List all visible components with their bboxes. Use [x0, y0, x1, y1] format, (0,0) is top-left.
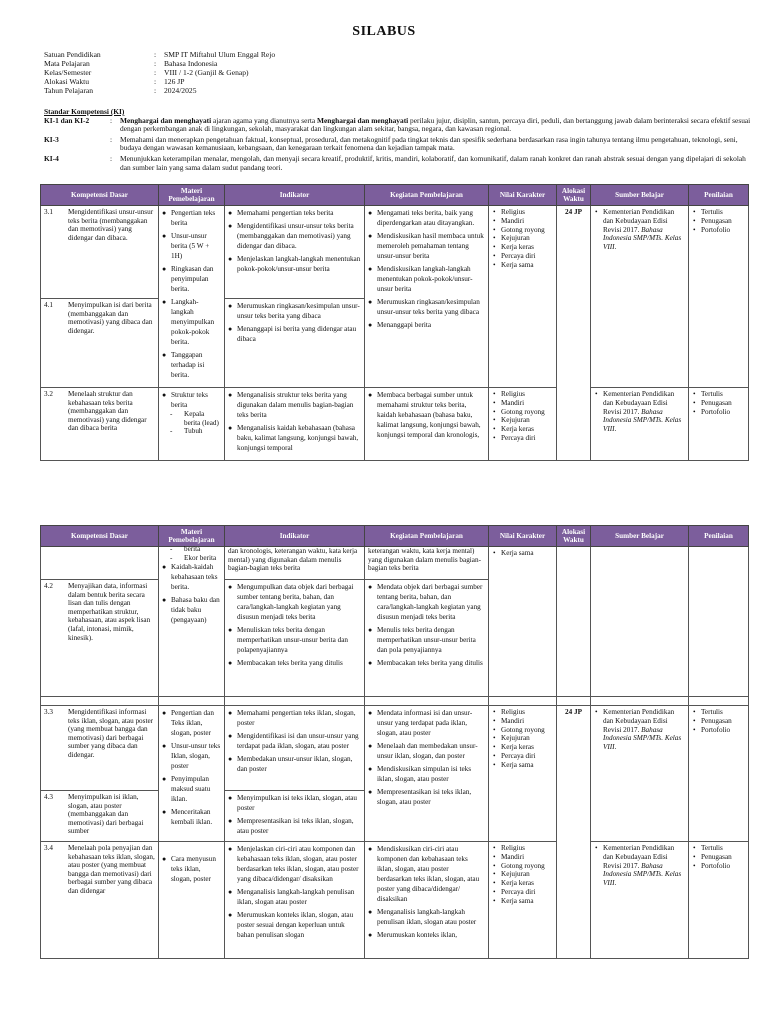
table-header [41, 185, 749, 206]
list-item: ● Merumuskan ringkasan/kesimpulan unsur-unsur teks berita yang dibaca [368, 297, 485, 317]
kd-cell: 4.2 Menyajikan data, informasi dalam bentuk berita secara lisan dan tulis dengan memperhatikan struktur, kebahasaan, atau aspek lisan (lafal, intonasi, mimik, kinesik). [41, 580, 159, 697]
sumber-cell: • Kementerian Pendidikan dan Kebudayaan Edisi Revisi 2017. Bahasa Indonesia SMP/MTs. Kelas VIII. [591, 206, 689, 388]
meta-row: Kelas/Semester : VIII / 1-2 (Ganjil & Genap) [44, 68, 249, 77]
syllabus-table-continued [40, 525, 749, 959]
list-item: ● Membacakan teks berita yang ditulis [228, 658, 361, 668]
alokasi-cell [557, 547, 591, 697]
kegiatan-cell [365, 388, 489, 461]
core-competency-block [44, 108, 754, 174]
list-item: ● Merumuskan konteks iklan, [368, 930, 485, 940]
table-row [41, 842, 749, 959]
sumber-cell: • Kementerian Pendidikan dan Kebudayaan Edisi Revisi 2017. Bahasa Indonesia SMP/MTs. Kelas VIII. [591, 388, 689, 461]
ki-row: KI-1 dan KI-2 : Menghargai dan menghayati ajaran agama yang dianutnya serta Menghargai dan menghayati perilaku jujur, disiplin, santun, percaya diri, peduli, dan bertanggung jawab dalam berinteraksi secara efektif sesuai dengan perkembangan anak di lingkungan, sekolah, masyarakat dan lingkungan alam sekitar, bangsa, negara, dan kawasan regional. [44, 117, 754, 134]
kd-cell: 3.2 Menelaah struktur dan kebahasaan teks berita (membanggakan dan memotivasi) yang didengar dan dibaca berita [41, 388, 159, 461]
list-item: ● Pengertian dan Teks iklan, slogan, poster [162, 708, 221, 738]
penilaian-cell: • Tertulis • Penugasan • Portofolio [689, 706, 749, 842]
alokasi-cell: 24 JP [557, 206, 591, 461]
list-item: ● Mendata informasi isi dan unsur-unsur yang terdapat pada iklan, slogan, atau poster [368, 708, 485, 738]
sumber-cell [591, 547, 689, 697]
ki-text: Menunjukkan keterampilan menalar, mengolah, dan menyaji secara kreatif, produktif, kritis, mandiri, kolaboratif, dan komunikatif, dalam ranah konkret dan ranah abstrak sesuai dengan yang dipelajari di sekolah dan sumber lain yang sama dalam sudut pandang teori. [120, 153, 746, 172]
list-item: ● Menganalisis langkah-langkah penulisan iklan, slogan atau poster [368, 907, 485, 927]
indikator-cell [225, 388, 365, 461]
indikator-cell [225, 580, 365, 697]
list-item: ● Menelaah dan membedakan unsur-unsur iklan, slogan, dan poster [368, 741, 485, 761]
col-header: Alokasi Waktu [557, 185, 591, 206]
list-item: ● Membedakan unsur-unsur iklan, slogan, dan poster [228, 754, 361, 774]
penilaian-cell: • Tertulis • Penugasan • Portofolio [689, 842, 749, 959]
list-item: ● Menanggapi isi berita yang didengar atau dibaca [228, 324, 361, 344]
list-item: ● Pengertian teks berita [162, 208, 221, 228]
meta-label: Alokasi Waktu [44, 77, 90, 86]
karakter-cell: • Religius • Mandiri • Gotong royong • Kejujuran • Kerja keras • Percaya diri • Kerja sama [489, 206, 557, 388]
list-item: ● Menanggapi berita [368, 320, 485, 330]
col-header: Alokasi Waktu [557, 526, 591, 547]
list-item: ● Menulis teks berita dengan memperhatikan unsur-unsur berita dan pola penyajiannya [368, 625, 485, 655]
list-item: ● Mendiskusikan hasil membaca untuk memeroleh pemahaman tentang unsur-unsur berita [368, 231, 485, 261]
list-item: ● Mendiskusikan ciri-ciri atau komponen dan kebahasaan teks iklan, slogan, atau poster berdasarkan teks iklan, slogan, atau poster yang dibaca/didengar/ disaksikan [368, 844, 485, 904]
col-header: Kegiatan Pembelajaran [365, 185, 489, 206]
kegiatan-cell [365, 842, 489, 959]
list-item: ● Menganalisis struktur teks berita yang digunakan dalam menulis bagian-bagian teks berita [228, 390, 361, 420]
meta-row: Mata Pelajaran : Bahasa Indonesia [44, 59, 218, 68]
list-item: ● Bahasa baku dan tidak baku (pengayaan) [162, 595, 221, 625]
list-item: ● Penyimpulan maksud suatu iklan. [162, 774, 221, 804]
list-item: ● Kaidah-kaidah kebahasaan teks berita. [162, 562, 221, 592]
penilaian-cell: • Tertulis • Penugasan • Portofolio [689, 388, 749, 461]
col-header: Sumber Belajar [591, 526, 689, 547]
list-item: ● Menuliskan teks berita dengan memperhatikan unsur-unsur berita dan polapenyajiannya [228, 625, 361, 655]
page-title: SILABUS [352, 24, 416, 39]
karakter-cell: • Religius • Mandiri • Gotong royong • Kejujuran • Kerja keras • Percaya diri • Kerja sama [489, 706, 557, 842]
col-header: Indikator [225, 185, 365, 206]
meta-label: Mata Pelajaran [44, 59, 90, 68]
table-row [41, 706, 749, 791]
col-header: Nilai Karakter [489, 526, 557, 547]
list-item: ● Membacakan teks berita yang ditulis [368, 658, 485, 668]
kd-cell: 3.3 Mengidentifikasi informasi teks iklan, slogan, atau poster (yang membuat bangga dan memotivasi) dari berbagai sumber yang dibaca dan didengar. [41, 706, 159, 791]
kd-cell: 4.3 Menyimpulkan isi iklan, slogan, atau poster (membanggakan dan memotivasi) dari berbagai sumber [41, 791, 159, 842]
list-item: ● Merumuskan ringkasan/kesimpulan unsur-unsur teks berita yang dibaca [228, 301, 361, 321]
kd-cell [41, 547, 159, 580]
meta-row: Tahun Pelajaran : 2024/2025 [44, 86, 197, 95]
ki-label: KI-3 [44, 134, 59, 144]
table-row [41, 206, 749, 299]
indikator-cell [225, 206, 365, 299]
list-item: ● Mengumpulkan data objek dari berbagai sumber tentang berita, bahan, dan cara/langkah-langkah kegiatan yang disusun menjadi teks berita [228, 582, 361, 622]
list-item: ● Unsur-unsur berita (5 W + 1H) [162, 231, 221, 261]
sumber-cell: • Kementerian Pendidikan dan Kebudayaan Edisi Revisi 2017. Bahasa Indonesia SMP/MTs. Kelas VIII. [591, 706, 689, 842]
list-item: ● Struktur teks berita [162, 390, 221, 410]
list-item: ● Unsur-unsur teks Iklan, slogan, poster [162, 741, 221, 771]
kd-cell: 3.4 Menelaah pola penyajian dan kebahasaan teks iklan, slogan, atau poster (yang membuat bangga dan memotivasi) dari berbagai sumber yang dibaca dan didengar [41, 842, 159, 959]
list-item: ● Mengidentifikasi unsur-unsur teks berita (membanggakan dan memotivasi) yang didengar dan dibaca. [228, 221, 361, 251]
list-item: ● Tanggapan terhadap isi berita. [162, 350, 221, 380]
col-header: Sumber Belajar [591, 185, 689, 206]
meta-label: Satuan Pendidikan [44, 50, 101, 59]
list-item: ● Langkah-langkah menyimpulkan pokok-pokok berita. [162, 297, 221, 347]
syllabus-table [40, 184, 749, 461]
list-item: ● Mendiskusikan simpulan isi teks iklan, slogan, atau poster [368, 764, 485, 784]
kegiatan-cell [365, 580, 489, 697]
col-header: Penilaian [689, 185, 749, 206]
col-header: Materi Pemebelajaran [159, 526, 225, 547]
identity-block [44, 50, 275, 95]
karakter-cell: • Religius • Mandiri • Gotong royong • Kejujuran • Kerja keras • Percaya diri • Kerja sama [489, 842, 557, 959]
indikator-cell [225, 299, 365, 388]
col-header: Indikator [225, 526, 365, 547]
list-item: ● Cara menyusun teks iklan, slogan, poster [162, 854, 221, 884]
list-item: ● Menyimpulkan isi teks iklan, slogan, atau poster [228, 793, 361, 813]
list-item: ● Mendata objek dari berbagai sumber tentang berita, bahan, dan cara/langkah-langkah kegiatan yang disusun menjadi teks berita [368, 582, 485, 622]
list-item: ● Memahami pengertian teks iklan, slogan, poster [228, 708, 361, 728]
col-header: Kompetensi Dasar [41, 526, 159, 547]
meta-row: Alokasi Waktu : 126 JP [44, 77, 185, 86]
materi-cell: ● Struktur teks berita - Kepala berita (lead) - Tubuh [159, 388, 225, 461]
table-header [41, 526, 749, 547]
col-header: Kegiatan Pembelajaran [365, 526, 489, 547]
col-header: Kompetensi Dasar [41, 185, 159, 206]
kd-cell: 3.1 Mengidentifikasi unsur-unsur teks berita (membanggakan dan memotivasi) yang didengar dan dibaca. [41, 206, 159, 299]
col-header: Penilaian [689, 526, 749, 547]
materi-cell [159, 842, 225, 959]
ki-text: Menghargai dan menghayati ajaran agama yang dianutnya serta Menghargai dan menghayati perilaku jujur, disiplin, santun, percaya diri, peduli, dan bertanggung jawab dalam berinteraksi secara efektif sesuai dengan perkembangan anak di lingkungan, sekolah, masyarakat dan lingkungan alam sekitar, bangsa, negara, dan kawasan regional. [120, 115, 751, 134]
karakter-cell: • Kerja sama [489, 547, 557, 697]
list-item: ● Menceritakan kembali iklan. [162, 807, 221, 827]
ki-label: KI-1 dan KI-2 [44, 115, 90, 125]
meta-value: 126 JP [164, 77, 185, 86]
list-item: ● Menjelaskan langkah-langkah menentukan pokok-pokok/unsur-unsur berita [228, 254, 361, 274]
list-item: ● Mempresentasikan isi teks iklan, slogan, atau poster [368, 787, 485, 807]
list-item: ● Mengamati teks berita, baik yang diperdengarkan atau ditayangkan. [368, 208, 485, 228]
list-item: ● Memahami pengertian teks berita [228, 208, 361, 218]
indikator-cell [225, 791, 365, 842]
list-item: ● Ringkasan dan penyimpulan berita. [162, 264, 221, 294]
materi-cell: - berita - Ekor berita ● Kaidah-kaidah kebahasaan teks berita. ● Bahasa baku dan tidak baku (pengayaan) [159, 547, 225, 697]
kegiatan-cell: keterangan waktu, kata kerja mental) yang digunakan dalam menulis bagian-bagian teks berita [365, 547, 489, 580]
list-item: ● Mempresentasikan isi teks iklan, slogan, atau poster [228, 816, 361, 836]
indikator-cell [225, 706, 365, 791]
list-item: ● Menjelaskan ciri-ciri atau komponen dan kebahasaan teks iklan, slogan, atau poster berdasarkan teks iklan, slogan, atau poster yang dibaca/didengar/ disaksikan [228, 844, 361, 884]
list-item: ● Menganalisis langkah-langkah penulisan iklan, slogan atau poster [228, 887, 361, 907]
indikator-cell [225, 842, 365, 959]
kegiatan-cell [365, 206, 489, 388]
kegiatan-cell [365, 706, 489, 842]
ki-heading: Standar Kompetensi (KI) [44, 107, 125, 116]
sumber-cell: • Kementerian Pendidikan dan Kebudayaan Edisi Revisi 2017. Bahasa Indonesia SMP/MTs. Kelas VIII. [591, 842, 689, 959]
meta-row: Satuan Pendidikan : SMP IT Miftahul Ulum Enggal Rejo [44, 50, 276, 59]
kd-cell: 4.1 Menyimpulkan isi dari berita (membanggakan dan memotivasi) yang dibaca dan didengar. [41, 299, 159, 388]
alokasi-cell: 24 JP [557, 706, 591, 959]
penilaian-cell [689, 547, 749, 697]
table-row [41, 388, 749, 461]
materi-cell [159, 206, 225, 388]
list-item: ● Membaca berbagai sumber untuk memahami struktur teks berita, kaidah kebahasaan (bahasa baku, kalimat langsung, konjungsi bawah, konjungsi temporal dan kronologis, [368, 390, 485, 440]
list-item: ● Merumuskan konteks iklan, slogan, atau poster sesuai dengan keperluan untuk bahan penulisan slogan [228, 910, 361, 940]
ki-row: KI-4 : Menunjukkan keterampilan menalar, mengolah, dan menyaji secara kreatif, produktif, kritis, mandiri, kolaboratif, dan komunikatif, dalam ranah konkret dan ranah abstrak sesuai dengan yang dipelajari di sekolah dan sumber lain yang sama dalam sudut pandang teori. [44, 155, 754, 172]
list-item: ● Menganalisis kaidah kebahasaan (bahasa baku, kalimat langsung, konjungsi bawah, konjungsi temporal [228, 423, 361, 453]
ki-text: Memahami dan menerapkan pengetahuan faktual, konseptual, prosedural, dan metakognitif pada tingkat teknis dan spesifik sederhana berdasarkan rasa ingin tahunya tentang ilmu pengetahuan, teknologi, seni, budaya dengan wawasan kemanusiaan, kebangsaan, dan kenegaraan terkait fenomena dan kejadian tampak mata. [120, 134, 738, 153]
meta-label: Kelas/Semester [44, 68, 92, 77]
meta-value: Bahasa Indonesia [164, 59, 218, 68]
list-item: ● Mengidentifikasi isi dan unsur-unsur yang terdapat pada iklan, slogan, atau poster [228, 731, 361, 751]
penilaian-cell: • Tertulis • Penugasan • Portofolio [689, 206, 749, 388]
materi-cell [159, 706, 225, 842]
meta-label: Tahun Pelajaran [44, 86, 94, 95]
meta-value: SMP IT Miftahul Ulum Enggal Rejo [164, 50, 276, 59]
col-header: Nilai Karakter [489, 185, 557, 206]
col-header: Materi Pemebelajaran [159, 185, 225, 206]
meta-value: VIII / 1-2 (Ganjil & Genap) [164, 68, 249, 77]
spacer-row [41, 697, 749, 706]
indikator-cell: dan kronologis, keterangan waktu, kata kerja mental) yang digunakan dalam menulis bagian-bagian teks berita [225, 547, 365, 580]
ki-row: KI-3 : Memahami dan menerapkan pengetahuan faktual, konseptual, prosedural, dan metakognitif pada tingkat teknis dan spesifik sederhana berdasarkan rasa ingin tahunya tentang ilmu pengetahuan, teknologi, seni, budaya dengan wawasan kemanusiaan, kebangsaan, dan kenegaraan terkait fenomena dan kejadian tampak mata. [44, 136, 754, 153]
table-row [41, 547, 749, 580]
meta-value: 2024/2025 [164, 86, 197, 95]
list-item: ● Mendiskusikan langkah-langkah menentukan pokok-pokok/unsur-unsur berita [368, 264, 485, 294]
ki-label: KI-4 [44, 153, 59, 163]
karakter-cell: • Religius • Mandiri • Gotong royong • Kejujuran • Kerja keras • Percaya diri [489, 388, 557, 461]
